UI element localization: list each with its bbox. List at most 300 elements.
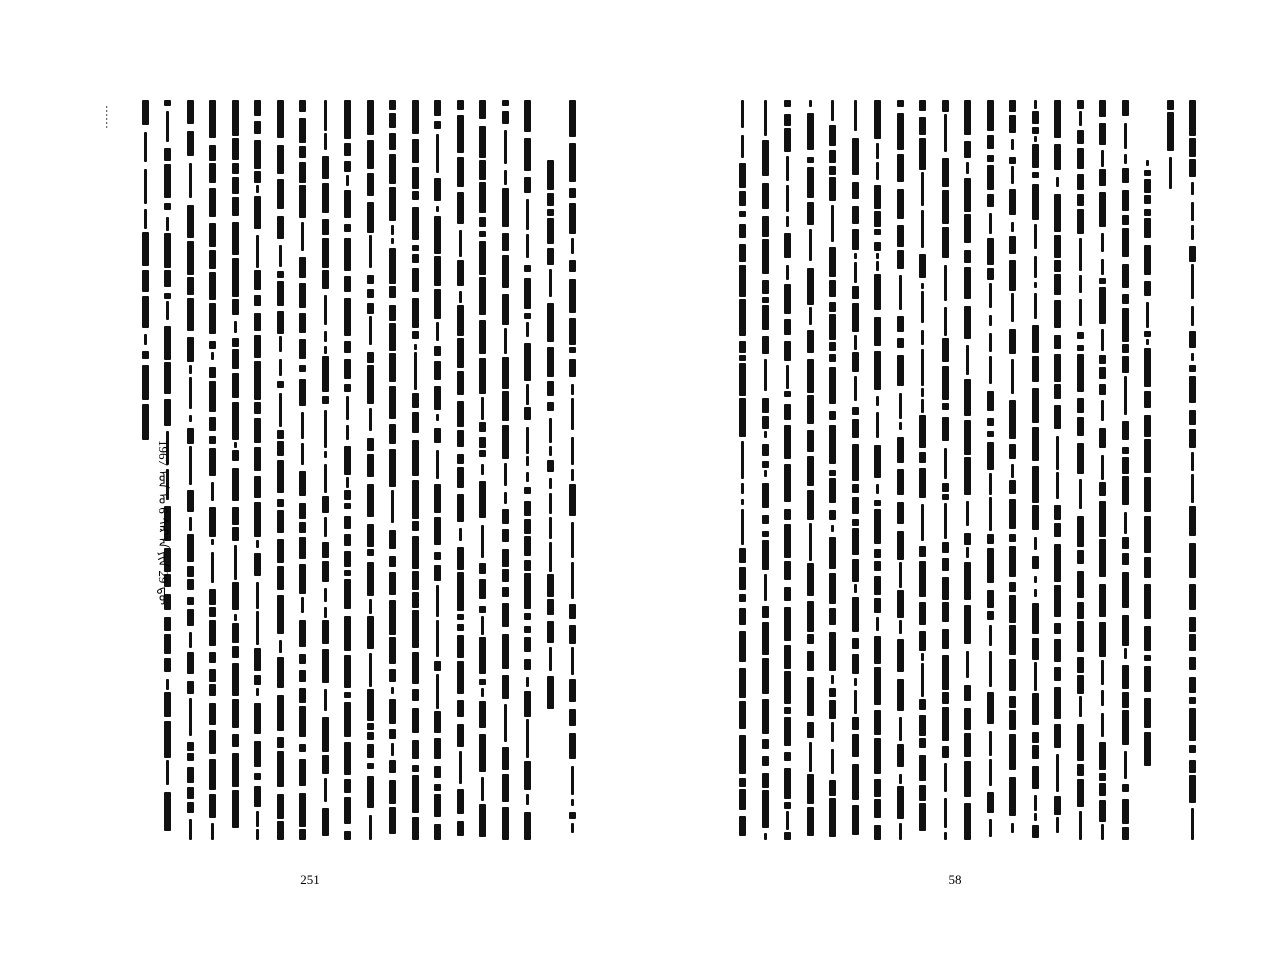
glyph-stroke bbox=[367, 484, 374, 517]
glyph-stroke bbox=[1189, 745, 1196, 753]
glyph-stroke bbox=[739, 163, 746, 188]
glyph-stroke bbox=[502, 549, 509, 567]
glyph-stroke bbox=[187, 100, 194, 124]
glyph-stroke bbox=[254, 553, 261, 576]
glyph-stroke bbox=[829, 247, 836, 277]
glyph-stroke bbox=[1077, 724, 1084, 761]
glyph-stroke bbox=[277, 430, 284, 439]
glyph-stroke bbox=[434, 100, 441, 116]
glyph-stroke bbox=[786, 365, 789, 389]
glyph-stroke bbox=[344, 384, 351, 392]
glyph-stroke bbox=[299, 313, 306, 333]
glyph-stroke bbox=[1144, 281, 1151, 296]
glyph-stroke bbox=[189, 446, 192, 485]
glyph-stroke bbox=[944, 503, 947, 539]
glyph-stroke bbox=[852, 419, 859, 438]
glyph-stroke bbox=[1077, 130, 1084, 144]
text-column bbox=[1188, 100, 1197, 840]
glyph-stroke bbox=[549, 478, 552, 489]
text-column bbox=[1008, 100, 1017, 840]
glyph-stroke bbox=[964, 141, 971, 158]
glyph-stroke bbox=[209, 669, 216, 682]
glyph-stroke bbox=[739, 567, 746, 590]
glyph-stroke bbox=[277, 216, 284, 239]
glyph-stroke bbox=[1189, 331, 1196, 348]
glyph-stroke bbox=[571, 766, 574, 795]
glyph-stroke bbox=[389, 556, 396, 567]
glyph-stroke bbox=[344, 831, 351, 840]
glyph-stroke bbox=[299, 283, 306, 308]
glyph-stroke bbox=[1099, 482, 1106, 496]
glyph-stroke bbox=[524, 637, 531, 652]
glyph-stroke bbox=[784, 391, 791, 397]
glyph-stroke bbox=[1144, 391, 1151, 408]
glyph-stroke bbox=[524, 560, 531, 571]
glyph-stroke bbox=[874, 799, 881, 818]
glyph-stroke bbox=[1191, 225, 1194, 240]
glyph-stroke bbox=[919, 452, 926, 463]
glyph-stroke bbox=[1056, 817, 1059, 833]
glyph-stroke bbox=[142, 100, 149, 125]
glyph-stroke bbox=[524, 343, 531, 381]
glyph-stroke bbox=[1191, 202, 1194, 221]
glyph-stroke bbox=[964, 100, 971, 135]
glyph-stroke bbox=[524, 659, 531, 670]
glyph-stroke bbox=[367, 438, 374, 451]
glyph-stroke bbox=[324, 588, 327, 602]
glyph-stroke bbox=[457, 454, 464, 464]
glyph-stroke bbox=[479, 231, 486, 237]
glyph-stroke bbox=[324, 346, 327, 354]
glyph-stroke bbox=[739, 631, 746, 662]
glyph-stroke bbox=[1077, 417, 1084, 436]
glyph-stroke bbox=[232, 646, 239, 658]
glyph-stroke bbox=[1146, 160, 1149, 166]
glyph-stroke bbox=[1077, 602, 1084, 619]
glyph-stroke bbox=[324, 410, 327, 448]
glyph-stroke bbox=[457, 821, 464, 836]
glyph-stroke bbox=[807, 807, 814, 836]
glyph-stroke bbox=[809, 523, 812, 561]
glyph-stroke bbox=[209, 272, 216, 300]
glyph-stroke bbox=[299, 146, 306, 158]
glyph-stroke bbox=[232, 299, 239, 315]
glyph-stroke bbox=[234, 614, 237, 621]
glyph-stroke bbox=[739, 816, 746, 836]
glyph-stroke bbox=[1122, 572, 1129, 608]
glyph-stroke bbox=[1101, 660, 1104, 685]
glyph-stroke bbox=[569, 279, 576, 313]
glyph-stroke bbox=[921, 504, 924, 541]
glyph-stroke bbox=[277, 441, 284, 456]
glyph-stroke bbox=[944, 763, 947, 792]
glyph-stroke bbox=[547, 402, 554, 411]
glyph-stroke bbox=[741, 100, 744, 128]
glyph-stroke bbox=[389, 286, 396, 298]
glyph-stroke bbox=[762, 280, 769, 294]
glyph-stroke bbox=[277, 751, 284, 787]
glyph-stroke bbox=[1191, 474, 1194, 503]
glyph-stroke bbox=[1122, 228, 1129, 257]
glyph-stroke bbox=[412, 571, 419, 590]
glyph-stroke bbox=[547, 574, 554, 597]
glyph-stroke bbox=[344, 655, 351, 688]
glyph-stroke bbox=[1191, 264, 1194, 299]
glyph-stroke bbox=[764, 574, 767, 601]
text-column bbox=[806, 100, 815, 840]
glyph-stroke bbox=[741, 509, 744, 545]
glyph-stroke bbox=[1077, 621, 1084, 652]
glyph-stroke bbox=[211, 552, 214, 583]
glyph-stroke bbox=[187, 241, 194, 275]
glyph-stroke bbox=[1099, 428, 1106, 448]
glyph-stroke bbox=[254, 313, 261, 331]
glyph-stroke bbox=[254, 502, 261, 537]
glyph-stroke bbox=[897, 469, 904, 495]
glyph-stroke bbox=[389, 600, 396, 635]
glyph-stroke bbox=[964, 178, 971, 212]
glyph-stroke bbox=[1054, 100, 1061, 138]
glyph-stroke bbox=[942, 746, 949, 758]
glyph-stroke bbox=[457, 430, 464, 447]
glyph-stroke bbox=[346, 396, 349, 420]
glyph-stroke bbox=[852, 182, 859, 199]
left-page bbox=[60, 0, 580, 978]
glyph-stroke bbox=[502, 294, 509, 325]
glyph-stroke bbox=[829, 608, 836, 625]
text-column bbox=[761, 100, 770, 840]
glyph-stroke bbox=[942, 655, 949, 690]
glyph-stroke bbox=[876, 162, 879, 180]
glyph-stroke bbox=[874, 561, 881, 571]
glyph-stroke bbox=[1122, 356, 1129, 373]
glyph-stroke bbox=[1101, 824, 1104, 840]
glyph-stroke bbox=[344, 490, 351, 500]
glyph-stroke bbox=[209, 417, 216, 431]
glyph-stroke bbox=[389, 187, 396, 221]
glyph-stroke bbox=[944, 798, 947, 828]
glyph-stroke bbox=[831, 205, 834, 242]
glyph-stroke bbox=[434, 121, 441, 129]
glyph-stroke bbox=[479, 701, 486, 728]
ellipsis-mark: …… bbox=[103, 105, 117, 129]
glyph-stroke bbox=[436, 450, 439, 479]
glyph-stroke bbox=[346, 425, 349, 440]
glyph-stroke bbox=[166, 111, 169, 142]
glyph-stroke bbox=[784, 128, 791, 152]
glyph-stroke bbox=[852, 717, 859, 730]
glyph-stroke bbox=[1032, 144, 1039, 168]
glyph-stroke bbox=[1054, 623, 1061, 634]
glyph-stroke bbox=[762, 658, 769, 694]
glyph-stroke bbox=[784, 464, 791, 502]
glyph-stroke bbox=[299, 365, 306, 372]
glyph-stroke bbox=[807, 774, 814, 804]
text-column bbox=[208, 100, 217, 840]
glyph-stroke bbox=[234, 321, 237, 333]
glyph-stroke bbox=[1124, 154, 1127, 164]
glyph-stroke bbox=[367, 549, 374, 556]
glyph-stroke bbox=[852, 138, 859, 175]
glyph-stroke bbox=[852, 764, 859, 800]
date-line: 1967 ᠣᠨ ᠤ 6 ᠰᠠᠷ᠎ᠠ ᠶᠢᠨ 29 ᠳᠦ bbox=[156, 440, 171, 606]
glyph-stroke bbox=[547, 460, 554, 472]
glyph-stroke bbox=[369, 815, 372, 840]
glyph-stroke bbox=[829, 478, 836, 503]
glyph-stroke bbox=[254, 295, 261, 306]
glyph-stroke bbox=[987, 194, 994, 207]
glyph-stroke bbox=[277, 145, 284, 174]
glyph-stroke bbox=[919, 138, 926, 170]
glyph-stroke bbox=[899, 422, 902, 430]
glyph-stroke bbox=[164, 399, 171, 426]
glyph-stroke bbox=[784, 341, 791, 361]
glyph-stroke bbox=[502, 100, 509, 106]
text-column bbox=[1076, 100, 1085, 840]
glyph-stroke bbox=[254, 675, 261, 685]
glyph-stroke bbox=[762, 515, 769, 524]
glyph-stroke bbox=[1122, 692, 1129, 708]
glyph-stroke bbox=[987, 391, 994, 411]
glyph-stroke bbox=[524, 501, 531, 516]
glyph-stroke bbox=[1101, 259, 1104, 275]
glyph-stroke bbox=[944, 307, 947, 336]
glyph-stroke bbox=[987, 165, 994, 190]
glyph-stroke bbox=[1144, 516, 1151, 553]
glyph-stroke bbox=[944, 448, 947, 479]
glyph-stroke bbox=[189, 163, 192, 198]
glyph-stroke bbox=[829, 280, 836, 297]
glyph-stroke bbox=[874, 636, 881, 664]
glyph-stroke bbox=[1122, 308, 1129, 342]
glyph-stroke bbox=[479, 100, 486, 119]
glyph-stroke bbox=[569, 709, 576, 726]
glyph-stroke bbox=[299, 379, 306, 406]
glyph-stroke bbox=[299, 162, 306, 183]
glyph-stroke bbox=[1077, 657, 1084, 673]
glyph-stroke bbox=[412, 689, 419, 701]
glyph-stroke bbox=[502, 569, 509, 582]
glyph-stroke bbox=[254, 418, 261, 443]
glyph-stroke bbox=[919, 738, 926, 748]
glyph-stroke bbox=[964, 562, 971, 600]
glyph-stroke bbox=[1054, 639, 1061, 662]
glyph-stroke bbox=[232, 138, 239, 160]
glyph-stroke bbox=[919, 699, 926, 710]
glyph-stroke bbox=[322, 396, 329, 404]
text-column bbox=[918, 100, 927, 840]
glyph-stroke bbox=[479, 450, 486, 457]
glyph-stroke bbox=[1054, 523, 1061, 537]
glyph-stroke bbox=[1189, 760, 1196, 773]
glyph-stroke bbox=[277, 566, 284, 590]
glyph-stroke bbox=[569, 188, 576, 198]
glyph-stroke bbox=[569, 812, 576, 819]
glyph-stroke bbox=[1034, 537, 1037, 550]
glyph-stroke bbox=[209, 589, 216, 605]
glyph-stroke bbox=[479, 217, 486, 227]
glyph-stroke bbox=[457, 572, 464, 611]
glyph-stroke bbox=[571, 398, 574, 430]
glyph-stroke bbox=[921, 663, 924, 697]
glyph-stroke bbox=[1032, 825, 1039, 838]
glyph-stroke bbox=[412, 775, 419, 813]
glyph-stroke bbox=[829, 411, 836, 420]
glyph-stroke bbox=[524, 761, 531, 790]
glyph-stroke bbox=[807, 563, 814, 596]
glyph-stroke bbox=[829, 367, 836, 404]
glyph-stroke bbox=[1169, 157, 1172, 189]
glyph-stroke bbox=[209, 100, 216, 138]
glyph-stroke bbox=[919, 755, 926, 781]
glyph-stroke bbox=[964, 420, 971, 455]
glyph-stroke bbox=[807, 677, 814, 716]
glyph-stroke bbox=[526, 677, 529, 687]
glyph-stroke bbox=[344, 516, 351, 529]
glyph-stroke bbox=[1144, 655, 1151, 661]
glyph-stroke bbox=[921, 349, 924, 386]
glyph-stroke bbox=[1099, 773, 1106, 781]
glyph-stroke bbox=[1054, 300, 1061, 328]
glyph-stroke bbox=[876, 617, 879, 631]
glyph-stroke bbox=[739, 355, 746, 361]
glyph-stroke bbox=[457, 305, 464, 336]
glyph-stroke bbox=[1054, 335, 1061, 349]
glyph-stroke bbox=[457, 547, 464, 570]
glyph-stroke bbox=[434, 552, 441, 560]
text-column bbox=[986, 100, 995, 840]
glyph-stroke bbox=[807, 330, 814, 353]
glyph-stroke bbox=[412, 480, 419, 519]
glyph-stroke bbox=[786, 216, 789, 227]
glyph-stroke bbox=[762, 140, 769, 176]
glyph-stroke bbox=[277, 499, 284, 507]
glyph-stroke bbox=[942, 338, 949, 362]
glyph-stroke bbox=[189, 517, 192, 531]
right-text-block bbox=[720, 100, 1200, 860]
glyph-stroke bbox=[571, 823, 574, 833]
glyph-stroke bbox=[479, 182, 486, 213]
glyph-stroke bbox=[436, 620, 439, 657]
glyph-stroke bbox=[549, 517, 552, 539]
glyph-stroke bbox=[1034, 293, 1037, 319]
glyph-stroke bbox=[1099, 287, 1106, 324]
glyph-stroke bbox=[784, 832, 791, 840]
glyph-stroke bbox=[1077, 332, 1084, 339]
glyph-stroke bbox=[1099, 501, 1106, 537]
glyph-stroke bbox=[232, 734, 239, 747]
glyph-stroke bbox=[942, 190, 949, 224]
glyph-stroke bbox=[1011, 464, 1014, 478]
glyph-stroke bbox=[762, 398, 769, 413]
glyph-stroke bbox=[784, 233, 791, 258]
glyph-stroke bbox=[807, 456, 814, 486]
glyph-stroke bbox=[389, 386, 396, 419]
glyph-stroke bbox=[921, 399, 924, 413]
glyph-stroke bbox=[1146, 302, 1149, 328]
glyph-stroke bbox=[412, 167, 419, 189]
glyph-stroke bbox=[1189, 246, 1196, 262]
glyph-stroke bbox=[899, 275, 902, 310]
glyph-stroke bbox=[874, 445, 881, 478]
glyph-stroke bbox=[919, 785, 926, 801]
glyph-stroke bbox=[571, 562, 574, 599]
glyph-stroke bbox=[964, 533, 971, 545]
glyph-stroke bbox=[739, 789, 746, 810]
glyph-stroke bbox=[942, 692, 949, 704]
glyph-stroke bbox=[964, 250, 971, 263]
glyph-stroke bbox=[344, 161, 351, 172]
glyph-stroke bbox=[762, 739, 769, 749]
glyph-stroke bbox=[187, 652, 194, 674]
glyph-stroke bbox=[1009, 625, 1016, 655]
glyph-stroke bbox=[1054, 194, 1061, 232]
glyph-stroke bbox=[526, 384, 529, 405]
glyph-stroke bbox=[299, 503, 306, 519]
glyph-stroke bbox=[299, 744, 306, 752]
glyph-stroke bbox=[436, 674, 439, 709]
glyph-stroke bbox=[764, 833, 767, 840]
glyph-stroke bbox=[344, 551, 351, 567]
glyph-stroke bbox=[987, 238, 994, 265]
glyph-stroke bbox=[987, 590, 994, 608]
glyph-stroke bbox=[784, 717, 791, 746]
text-column bbox=[568, 100, 577, 840]
glyph-stroke bbox=[829, 314, 836, 340]
glyph-stroke bbox=[526, 322, 529, 337]
glyph-stroke bbox=[807, 268, 814, 305]
glyph-stroke bbox=[232, 338, 239, 347]
glyph-stroke bbox=[232, 527, 239, 541]
glyph-stroke bbox=[322, 219, 329, 235]
glyph-stroke bbox=[256, 688, 259, 696]
glyph-stroke bbox=[1077, 550, 1084, 564]
glyph-stroke bbox=[367, 744, 374, 758]
glyph-stroke bbox=[189, 632, 192, 648]
glyph-stroke bbox=[852, 638, 859, 649]
glyph-stroke bbox=[569, 679, 576, 702]
glyph-stroke bbox=[367, 100, 374, 135]
glyph-stroke bbox=[144, 169, 147, 204]
glyph-stroke bbox=[391, 687, 394, 694]
glyph-stroke bbox=[852, 303, 859, 332]
glyph-stroke bbox=[784, 645, 791, 669]
glyph-stroke bbox=[187, 490, 194, 512]
glyph-stroke bbox=[369, 653, 372, 687]
glyph-stroke bbox=[209, 507, 216, 537]
glyph-stroke bbox=[899, 717, 902, 741]
glyph-stroke bbox=[1032, 184, 1039, 220]
glyph-stroke bbox=[279, 393, 282, 427]
glyph-stroke bbox=[919, 602, 926, 625]
glyph-stroke bbox=[389, 449, 396, 487]
glyph-stroke bbox=[1054, 796, 1061, 815]
glyph-stroke bbox=[569, 318, 576, 345]
glyph-stroke bbox=[786, 185, 789, 212]
text-column bbox=[1121, 100, 1130, 840]
glyph-stroke bbox=[502, 587, 509, 597]
glyph-stroke bbox=[344, 238, 351, 271]
glyph-stroke bbox=[1191, 452, 1194, 471]
glyph-stroke bbox=[209, 303, 216, 334]
glyph-stroke bbox=[209, 607, 216, 617]
glyph-stroke bbox=[436, 134, 439, 173]
glyph-stroke bbox=[784, 319, 791, 335]
glyph-stroke bbox=[1032, 638, 1039, 660]
glyph-stroke bbox=[942, 577, 949, 600]
glyph-stroke bbox=[1054, 505, 1061, 520]
glyph-stroke bbox=[322, 156, 329, 179]
